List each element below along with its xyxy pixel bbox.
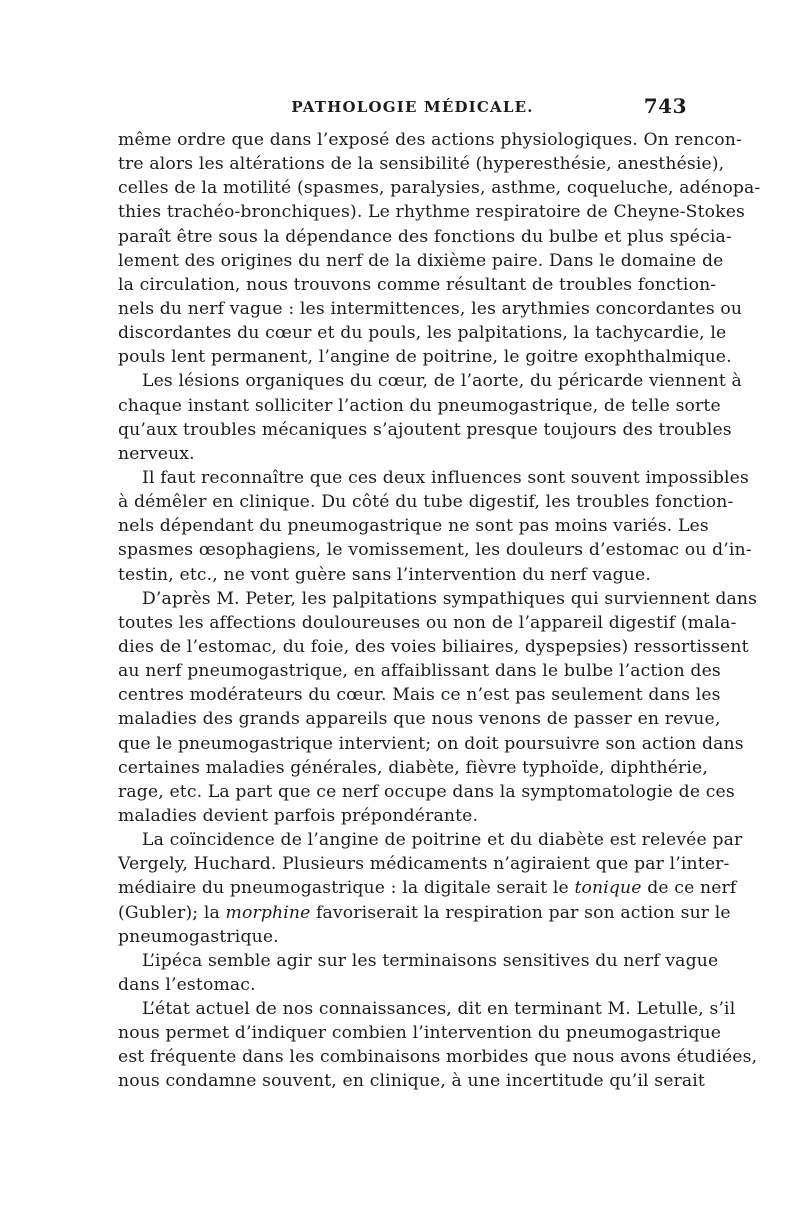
text-line: nous condamne souvent, en clinique, à une incertitude qu’il serait bbox=[118, 1071, 705, 1092]
text-line: médiaire du pneumogastrique : la digitale serait le tonique de ce nerf bbox=[118, 878, 737, 899]
text-line: Il faut reconnaître que ces deux influences sont souvent impossibles bbox=[142, 467, 749, 488]
text-line: dies de l’estomac, du foie, des voies biliaires, dyspepsies) ressortissent bbox=[118, 636, 749, 657]
text-line: qu’aux troubles mécaniques s’ajoutent presque toujours des troubles bbox=[118, 419, 732, 440]
body-text bbox=[118, 128, 761, 1094]
text-line: L’état actuel de nos connaissances, dit en terminant M. Letulle, s’il bbox=[142, 999, 736, 1020]
text-line: maladies devient parfois prépondérante. bbox=[118, 805, 479, 826]
page-number: 743 bbox=[643, 94, 687, 118]
text-line: paraît être sous la dépendance des fonctions du bulbe et plus spécia- bbox=[118, 226, 732, 247]
text-line: à démêler en clinique. Du côté du tube digestif, les troubles fonction- bbox=[118, 492, 734, 513]
text-line: la circulation, nous trouvons comme résultant de troubles fonction- bbox=[118, 274, 717, 295]
text-line: même ordre que dans l’exposé des actions physiologiques. On rencon- bbox=[118, 130, 742, 150]
text-line: Les lésions organiques du cœur, de l’aorte, du péricarde viennent à bbox=[142, 371, 742, 392]
text-line: maladies des grands appareils que nous venons de passer en revue, bbox=[118, 709, 721, 730]
text-line: centres modérateurs du cœur. Mais ce n’est pas seulement dans les bbox=[118, 685, 721, 706]
text-line: rage, etc. La part que ce nerf occupe dans la symptomatologie de ces bbox=[118, 781, 735, 802]
text-line: pneumogastrique. bbox=[118, 926, 279, 947]
text-line: au nerf pneumogastrique, en affaiblissant dans le bulbe l’action des bbox=[118, 661, 721, 682]
text-line: thies trachéo-bronchiques). Le rhythme respiratoire de Cheyne-Stokes bbox=[118, 202, 745, 223]
text-line: nels dépendant du pneumogastrique ne sont pas moins variés. Les bbox=[118, 516, 709, 537]
text-line: lement des origines du nerf de la dixième paire. Dans le domaine de bbox=[118, 250, 724, 271]
text-line: L’ipéca semble agir sur les terminaisons sensitives du nerf vague bbox=[142, 950, 719, 971]
text-line: dans l’estomac. bbox=[118, 974, 256, 995]
text-line: celles de la motilité (spasmes, paralysies, asthme, coqueluche, adénopa- bbox=[118, 178, 761, 199]
text-line: (Gubler); la morphine favoriserait la respiration par son action sur le bbox=[118, 902, 731, 923]
text-line: pouls lent permanent, l’angine de poitrine, le goitre exophthalmique. bbox=[118, 347, 732, 368]
text-line: tre alors les altérations de la sensibilité (hyperesthésie, anesthésie), bbox=[118, 154, 725, 175]
text-line: certaines maladies générales, diabète, fièvre typhoïde, diphthérie, bbox=[118, 757, 708, 778]
text-line: chaque instant solliciter l’action du pneumogastrique, de telle sorte bbox=[118, 395, 721, 416]
text-line: spasmes œsophagiens, le vomissement, les douleurs d’estomac ou d’in- bbox=[118, 540, 752, 561]
text-line: testin, etc., ne vont guère sans l’intervention du nerf vague. bbox=[118, 564, 651, 585]
text-line: La coïncidence de l’angine de poitrine et du diabète est relevée par bbox=[142, 830, 743, 851]
text-line: est fréquente dans les combinaisons morbides que nous avons étudiées, bbox=[118, 1047, 758, 1068]
running-head: PATHOLOGIE MÉDICALE. bbox=[291, 98, 534, 116]
page-header bbox=[118, 94, 687, 122]
text-line: que le pneumogastrique intervient; on doit poursuivre son action dans bbox=[118, 733, 744, 754]
text-line: Vergely, Huchard. Plusieurs médicaments n’agiraient que par l’inter- bbox=[118, 854, 730, 875]
text-line: nels du nerf vague : les intermittences, les arythmies concordantes ou bbox=[118, 298, 743, 319]
text-line: nerveux. bbox=[118, 443, 195, 464]
text-line: discordantes du cœur et du pouls, les palpitations, la tachycardie, le bbox=[118, 323, 727, 344]
text-line: D’après M. Peter, les palpitations sympathiques qui surviennent dans bbox=[142, 588, 758, 609]
text-line: nous permet d’indiquer combien l’intervention du pneumogastrique bbox=[118, 1023, 722, 1044]
text-line: toutes les affections douloureuses ou non de l’appareil digestif (mala- bbox=[118, 612, 737, 633]
